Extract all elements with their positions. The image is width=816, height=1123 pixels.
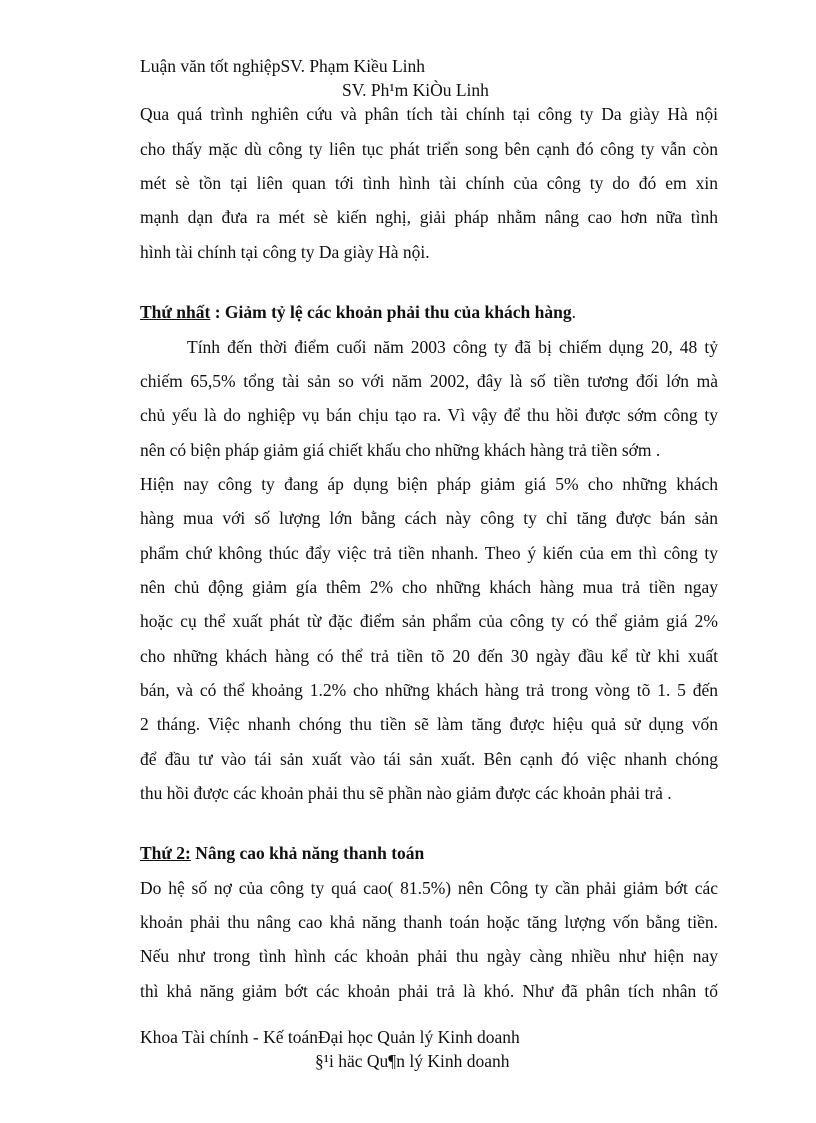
intro-line: Qua quá trình nghiên cứu và phân tích tài chính tại công ty Da giày Hà nội <box>140 104 718 124</box>
section-1-line: chủ yếu là do nghiệp vụ bán chịu tạo ra. Vì vậy để thu hồi được sớm công ty <box>140 405 718 425</box>
section-2-line: Nếu như trong tình hình các khoản phải thu ngày càng nhiều như hiện nay <box>140 946 718 966</box>
section-2-heading <box>140 843 424 864</box>
section-1-line: thu hồi được các khoản phải thu sẽ phần nào giảm được các khoản phải trả . <box>140 783 672 803</box>
footer-line-1: Khoa Tài chính - Kế toánĐại học Quản lý Kinh doanh <box>140 1027 520 1047</box>
section-1-line: hàng mua với số lượng lớn bằng cách này công ty chỉ tăng được bán sản <box>140 508 718 528</box>
header-line-1: Luận văn tốt nghiệpSV. Phạm Kiều Linh <box>140 56 425 76</box>
section-1-line: Hiện nay công ty đang áp dụng biện pháp giảm giá 5% cho những khách <box>140 474 718 494</box>
section-1-title: : Giảm tỷ lệ các khoản phải thu của khách hàng <box>210 302 572 322</box>
section-1-line: bán, và có thể khoảng 1.2% cho những khách hàng trả trong vòng tõ 1. 5 đến <box>140 680 718 700</box>
section-1-period: . <box>571 302 576 322</box>
intro-line: mét sè tồn tại liên quan tới tình hình tài chính của công ty do đó em xin <box>140 173 718 193</box>
header-line-2: SV. Ph¹m KiÒu Linh <box>342 80 489 100</box>
section-2-line: Do hệ số nợ của công ty quá cao( 81.5%) nên Công ty cần phải giảm bớt các <box>140 878 718 898</box>
section-1-heading <box>140 302 576 323</box>
section-1-line: 2 tháng. Việc nhanh chóng thu tiền sẽ làm tăng được hiệu quả sử dụng vốn <box>140 714 718 734</box>
section-2-line: khoản phải thu nâng cao khả năng thanh toán hoặc tăng lượng vốn bằng tiền. <box>140 912 718 932</box>
section-1-line: để đầu tư vào tái sản xuất vào tái sản xuất. Bên cạnh đó việc nhanh chóng <box>140 749 718 769</box>
section-2-title: Nâng cao khả năng thanh toán <box>190 843 425 863</box>
section-1-line: Tính đến thời điểm cuối năm 2003 công ty đã bị chiếm dụng 20, 48 tỷ <box>187 337 718 357</box>
section-2-line: thì khả năng giảm bớt các khoản phải trả là khó. Như đã phân tích nhân tố <box>140 981 718 1001</box>
section-1-line: phẩm chứ không thúc đẩy việc trả tiền nhanh. Theo ý kiến của em thì công ty <box>140 543 718 563</box>
intro-line: mạnh dạn đưa ra mét sè kiến nghị, giải pháp nhằm nâng cao hơn nữa tình <box>140 207 718 227</box>
footer-line-2: §¹i häc Qu¶n lý Kinh doanh <box>315 1051 510 1071</box>
section-2-label: Thứ 2: <box>140 843 191 863</box>
intro-line: hình tài chính tại công ty Da giày Hà nội. <box>140 242 430 262</box>
section-1-line: nên có biện pháp giảm giá chiết khấu cho những khách hàng trả tiền sớm . <box>140 440 661 460</box>
section-1-line: chiếm 65,5% tổng tài sản so với năm 2002, đây là số tiền tương đối lớn mà <box>140 371 718 391</box>
section-1-label: Thứ nhất <box>140 302 211 322</box>
section-1-line: hoặc cụ thể xuất phát từ đặc điểm sản phẩm của công ty có thể giảm giá 2% <box>140 611 718 631</box>
section-1-line: nên chủ động giảm gía thêm 2% cho những khách hàng mua trả tiền ngay <box>140 577 718 597</box>
section-1-line: cho những khách hàng có thể trả tiền tõ 20 đến 30 ngày đầu kể từ khi xuất <box>140 646 718 666</box>
intro-line: cho thấy mặc dù công ty liên tục phát triển song bên cạnh đó công ty vẫn còn <box>140 139 718 159</box>
